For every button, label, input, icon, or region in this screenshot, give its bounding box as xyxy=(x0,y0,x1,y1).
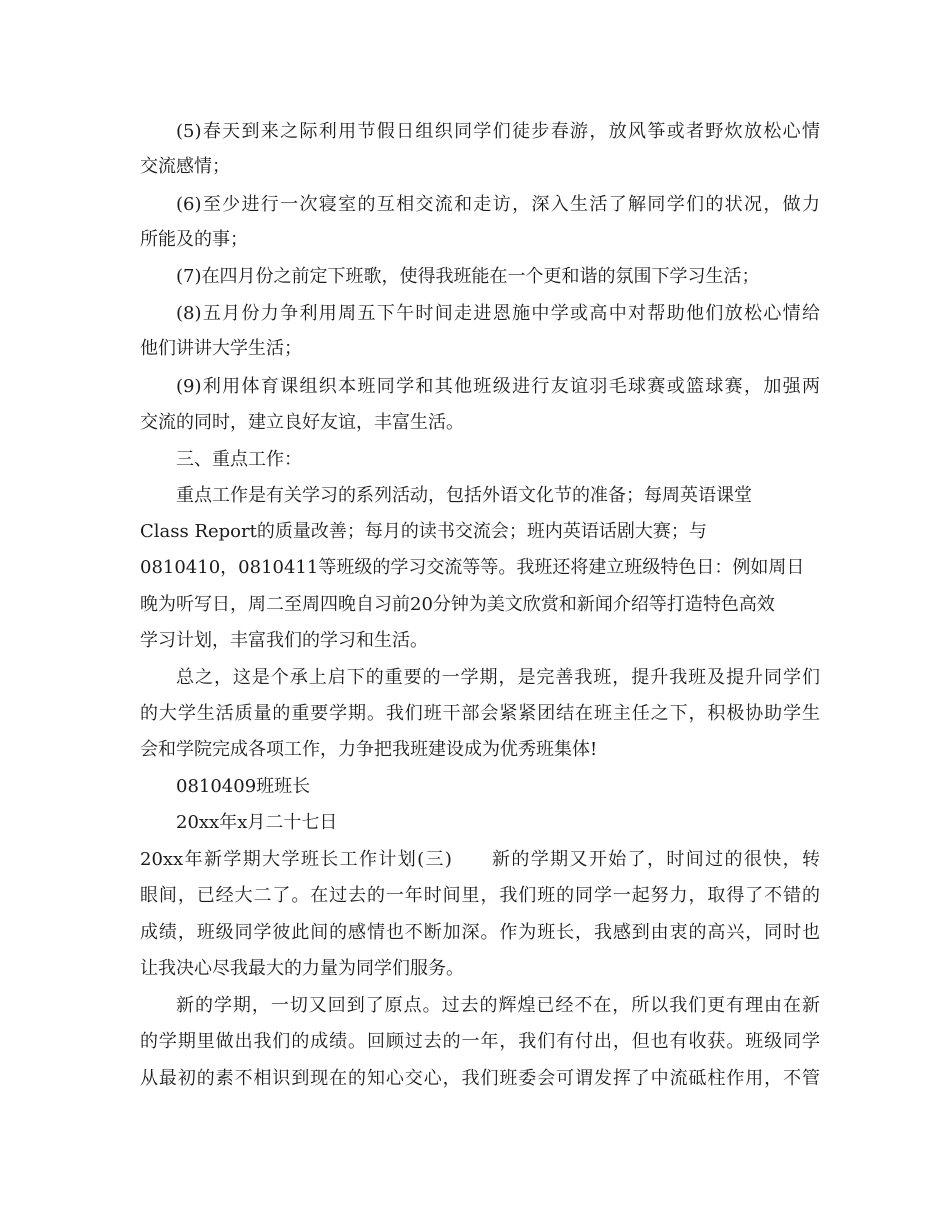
text-line: 会和学院完成各项工作，力争把我班建设成为优秀班集体! xyxy=(140,739,598,760)
text-line: 总之，这是个承上启下的重要的一学期，是完善我班，提升我班及提升同学们 xyxy=(176,667,820,688)
text-line: 交流的同时，建立良好友谊，丰富生活。 xyxy=(140,412,464,433)
text-line: 的大学生活质量的重要学期。我们班干部会紧紧团结在班主任之下，积极协助学生 xyxy=(140,703,820,724)
text-line: 新的学期，一切又回到了原点。过去的辉煌已经不在，所以我们更有理由在新 xyxy=(176,995,820,1016)
text-line: (9)利用体育课组织本班同学和其他班级进行友谊羽毛球赛或篮球赛，加强两 xyxy=(176,376,820,397)
text-line: 所能及的事； xyxy=(140,229,248,250)
text-line: 的学期里做出我们的成绩。回顾过去的一年，我们有付出，但也有收获。班级同学 xyxy=(140,1031,820,1052)
text-line: 晚为听写日，周二至周四晚自习前20分钟为美文欣赏和新闻介绍等打造特色高效 xyxy=(140,594,775,615)
text-line: (7)在四月份之前定下班歌，使得我班能在一个更和谐的氛围下学习生活； xyxy=(176,266,760,287)
text-line: 交流感情； xyxy=(140,156,230,177)
text-line: 从最初的素不相识到现在的知心交心，我们班委会可谓发挥了中流砥柱作用，不管 xyxy=(140,1068,820,1089)
text-line: (5)春天到来之际利用节假日组织同学们徒步春游，放风筝或者野炊放松心情 xyxy=(176,121,820,142)
signature-class: 0810409班班长 xyxy=(176,776,311,797)
text-line: 重点工作是有关学习的系列活动，包括外语文化节的准备；每周英语课堂 xyxy=(176,485,752,506)
text-line: Class Report的质量改善；每月的读书交流会；班内英语话剧大赛；与 xyxy=(140,521,707,542)
text-line: 0810410，0810411等班级的学习交流等等。我班还将建立班级特色日：例如周日 xyxy=(140,557,805,578)
signature-date: 20xx年x月二十七日 xyxy=(176,812,338,833)
section-heading: 三、重点工作： xyxy=(176,449,302,470)
text-line: (6)至少进行一次寝室的互相交流和走访，深入生活了解同学们的状况，做力 xyxy=(176,194,820,215)
text-line: (8)五月份力争利用周五下午时间走进恩施中学或高中对帮助他们放松心情给 xyxy=(176,303,820,324)
text-line: 让我决心尽我最大的力量为同学们服务。 xyxy=(140,958,464,979)
text-line: 他们讲讲大学生活； xyxy=(140,338,302,359)
text-line: 学习计划，丰富我们的学习和生活。 xyxy=(140,630,428,651)
text-line: 眼间，已经大二了。在过去的一年时间里，我们班的同学一起努力，取得了不错的 xyxy=(140,885,820,906)
text-line: 20xx年新学期大学班长工作计划(三) 新的学期又开始了，时间过的很快，转 xyxy=(140,849,820,870)
text-line: 成绩，班级同学彼此间的感情也不断加深。作为班长，我感到由衷的高兴，同时也 xyxy=(140,922,820,943)
